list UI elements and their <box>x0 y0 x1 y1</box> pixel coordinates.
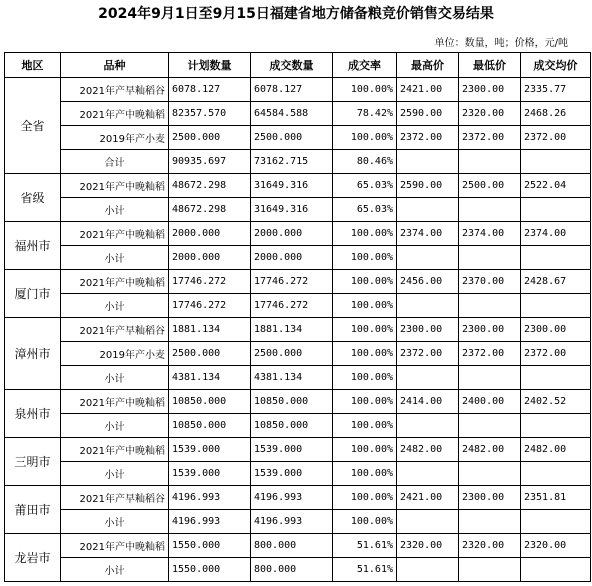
max-price-cell: 2414.00 <box>397 390 459 414</box>
avg-price-cell <box>521 510 591 534</box>
table-body <box>5 78 591 582</box>
table-row <box>5 198 591 222</box>
header-min-price: 最低价 <box>459 53 521 78</box>
variety-cell: 小计 <box>61 462 169 486</box>
header-deal-qty: 成交数量 <box>251 53 333 78</box>
header-avg-price: 成交均价 <box>521 53 591 78</box>
table-row <box>5 270 591 294</box>
plan-qty-cell: 1881.134 <box>169 318 251 342</box>
plan-qty-cell: 2500.000 <box>169 126 251 150</box>
deal-rate-cell: 100.00% <box>333 270 397 294</box>
table-row <box>5 366 591 390</box>
max-price-cell: 2590.00 <box>397 174 459 198</box>
variety-cell: 2021年产早籼稻谷 <box>61 318 169 342</box>
deal-rate-cell: 65.03% <box>333 198 397 222</box>
region-cell: 福州市 <box>5 222 61 270</box>
min-price-cell: 2320.00 <box>459 534 521 558</box>
region-cell: 漳州市 <box>5 318 61 390</box>
min-price-cell: 2300.00 <box>459 486 521 510</box>
avg-price-cell <box>521 366 591 390</box>
min-price-cell <box>459 366 521 390</box>
plan-qty-cell: 10850.000 <box>169 390 251 414</box>
deal-rate-cell: 100.00% <box>333 510 397 534</box>
region-cell: 厦门市 <box>5 270 61 318</box>
variety-cell: 小计 <box>61 198 169 222</box>
max-price-cell <box>397 198 459 222</box>
avg-price-cell <box>521 558 591 582</box>
deal-qty-cell: 31649.316 <box>251 174 333 198</box>
min-price-cell: 2500.00 <box>459 174 521 198</box>
variety-cell: 2021年产早籼稻谷 <box>61 486 169 510</box>
deal-rate-cell: 78.42% <box>333 102 397 126</box>
min-price-cell: 2374.00 <box>459 222 521 246</box>
deal-qty-cell: 10850.000 <box>251 390 333 414</box>
variety-cell: 2021年产中晚籼稻 <box>61 222 169 246</box>
min-price-cell: 2400.00 <box>459 390 521 414</box>
deal-qty-cell: 2000.000 <box>251 246 333 270</box>
min-price-cell: 2372.00 <box>459 126 521 150</box>
deal-rate-cell: 100.00% <box>333 486 397 510</box>
deal-rate-cell: 100.00% <box>333 390 397 414</box>
min-price-cell <box>459 558 521 582</box>
min-price-cell <box>459 510 521 534</box>
plan-qty-cell: 1539.000 <box>169 438 251 462</box>
variety-cell: 2021年产中晚籼稻 <box>61 390 169 414</box>
plan-qty-cell: 17746.272 <box>169 294 251 318</box>
min-price-cell: 2300.00 <box>459 78 521 102</box>
header-variety: 品种 <box>61 53 169 78</box>
deal-rate-cell: 51.61% <box>333 558 397 582</box>
deal-qty-cell: 4381.134 <box>251 366 333 390</box>
plan-qty-cell: 17746.272 <box>169 270 251 294</box>
plan-qty-cell: 48672.298 <box>169 174 251 198</box>
variety-cell: 小计 <box>61 414 169 438</box>
avg-price-cell: 2372.00 <box>521 342 591 366</box>
variety-cell: 小计 <box>61 510 169 534</box>
table-row <box>5 294 591 318</box>
region-cell: 龙岩市 <box>5 534 61 582</box>
variety-cell: 小计 <box>61 246 169 270</box>
min-price-cell <box>459 150 521 174</box>
variety-cell: 2021年产中晚籼稻 <box>61 270 169 294</box>
plan-qty-cell: 2000.000 <box>169 222 251 246</box>
plan-qty-cell: 4381.134 <box>169 366 251 390</box>
avg-price-cell: 2402.52 <box>521 390 591 414</box>
avg-price-cell: 2300.00 <box>521 318 591 342</box>
max-price-cell: 2320.00 <box>397 534 459 558</box>
max-price-cell <box>397 150 459 174</box>
deal-qty-cell: 31649.316 <box>251 198 333 222</box>
deal-qty-cell: 800.000 <box>251 534 333 558</box>
results-table <box>4 52 591 582</box>
deal-rate-cell: 100.00% <box>333 438 397 462</box>
table-row <box>5 558 591 582</box>
deal-rate-cell: 100.00% <box>333 126 397 150</box>
deal-rate-cell: 100.00% <box>333 462 397 486</box>
deal-qty-cell: 1881.134 <box>251 318 333 342</box>
avg-price-cell: 2335.77 <box>521 78 591 102</box>
deal-rate-cell: 65.03% <box>333 174 397 198</box>
header-row <box>5 53 591 78</box>
min-price-cell: 2320.00 <box>459 102 521 126</box>
avg-price-cell <box>521 150 591 174</box>
unit-note: 单位：数量，吨；价格，元/吨 <box>434 38 568 49</box>
deal-rate-cell: 100.00% <box>333 294 397 318</box>
deal-rate-cell: 100.00% <box>333 342 397 366</box>
plan-qty-cell: 2000.000 <box>169 246 251 270</box>
table-row <box>5 246 591 270</box>
max-price-cell <box>397 294 459 318</box>
max-price-cell: 2482.00 <box>397 438 459 462</box>
region-cell: 泉州市 <box>5 390 61 438</box>
avg-price-cell: 2428.67 <box>521 270 591 294</box>
deal-qty-cell: 10850.000 <box>251 414 333 438</box>
plan-qty-cell: 90935.697 <box>169 150 251 174</box>
max-price-cell: 2374.00 <box>397 222 459 246</box>
avg-price-cell: 2482.00 <box>521 438 591 462</box>
variety-cell: 合计 <box>61 150 169 174</box>
max-price-cell: 2372.00 <box>397 342 459 366</box>
plan-qty-cell: 10850.000 <box>169 414 251 438</box>
min-price-cell <box>459 198 521 222</box>
min-price-cell: 2300.00 <box>459 318 521 342</box>
header-max-price: 最高价 <box>397 53 459 78</box>
table-row <box>5 174 591 198</box>
deal-rate-cell: 100.00% <box>333 366 397 390</box>
table-row <box>5 390 591 414</box>
variety-cell: 小计 <box>61 366 169 390</box>
plan-qty-cell: 4196.993 <box>169 486 251 510</box>
plan-qty-cell: 2500.000 <box>169 342 251 366</box>
avg-price-cell <box>521 294 591 318</box>
avg-price-cell: 2351.81 <box>521 486 591 510</box>
variety-cell: 2021年产中晚籼稻 <box>61 174 169 198</box>
deal-qty-cell: 73162.715 <box>251 150 333 174</box>
variety-cell: 小计 <box>61 558 169 582</box>
variety-cell: 2021年产中晚籼稻 <box>61 438 169 462</box>
deal-rate-cell: 100.00% <box>333 318 397 342</box>
variety-cell: 2021年产中晚籼稻 <box>61 102 169 126</box>
max-price-cell: 2300.00 <box>397 318 459 342</box>
header-plan-qty: 计划数量 <box>169 53 251 78</box>
table-row <box>5 222 591 246</box>
table-row <box>5 414 591 438</box>
table-row <box>5 438 591 462</box>
max-price-cell <box>397 558 459 582</box>
table-row <box>5 78 591 102</box>
table-row <box>5 318 591 342</box>
deal-rate-cell: 100.00% <box>333 222 397 246</box>
deal-qty-cell: 2000.000 <box>251 222 333 246</box>
table-row <box>5 510 591 534</box>
avg-price-cell: 2372.00 <box>521 126 591 150</box>
deal-rate-cell: 100.00% <box>333 414 397 438</box>
max-price-cell <box>397 366 459 390</box>
table-row <box>5 150 591 174</box>
deal-qty-cell: 2500.000 <box>251 342 333 366</box>
plan-qty-cell: 4196.993 <box>169 510 251 534</box>
table-row <box>5 462 591 486</box>
avg-price-cell <box>521 198 591 222</box>
min-price-cell <box>459 246 521 270</box>
plan-qty-cell: 48672.298 <box>169 198 251 222</box>
deal-rate-cell: 100.00% <box>333 78 397 102</box>
deal-qty-cell: 1539.000 <box>251 438 333 462</box>
table-row <box>5 534 591 558</box>
deal-qty-cell: 17746.272 <box>251 270 333 294</box>
plan-qty-cell: 1550.000 <box>169 534 251 558</box>
max-price-cell <box>397 510 459 534</box>
table-row <box>5 486 591 510</box>
max-price-cell: 2421.00 <box>397 78 459 102</box>
deal-qty-cell: 64584.588 <box>251 102 333 126</box>
avg-price-cell <box>521 462 591 486</box>
max-price-cell: 2456.00 <box>397 270 459 294</box>
plan-qty-cell: 1550.000 <box>169 558 251 582</box>
deal-rate-cell: 100.00% <box>333 246 397 270</box>
region-cell: 全省 <box>5 78 61 174</box>
min-price-cell <box>459 462 521 486</box>
table-row <box>5 102 591 126</box>
max-price-cell <box>397 246 459 270</box>
min-price-cell: 2370.00 <box>459 270 521 294</box>
region-cell: 三明市 <box>5 438 61 486</box>
max-price-cell: 2372.00 <box>397 126 459 150</box>
page-title: 2024年9月1日至9月15日福建省地方储备粮竞价销售交易结果 <box>98 6 494 22</box>
deal-qty-cell: 6078.127 <box>251 78 333 102</box>
avg-price-cell: 2522.04 <box>521 174 591 198</box>
deal-qty-cell: 1539.000 <box>251 462 333 486</box>
min-price-cell <box>459 294 521 318</box>
variety-cell: 2019年产小麦 <box>61 342 169 366</box>
max-price-cell <box>397 414 459 438</box>
max-price-cell: 2421.00 <box>397 486 459 510</box>
table-row <box>5 126 591 150</box>
plan-qty-cell: 1539.000 <box>169 462 251 486</box>
variety-cell: 小计 <box>61 294 169 318</box>
avg-price-cell: 2468.26 <box>521 102 591 126</box>
deal-qty-cell: 4196.993 <box>251 486 333 510</box>
region-cell: 省级 <box>5 174 61 222</box>
min-price-cell: 2482.00 <box>459 438 521 462</box>
deal-qty-cell: 4196.993 <box>251 510 333 534</box>
region-cell: 莆田市 <box>5 486 61 534</box>
variety-cell: 2021年产中晚籼稻 <box>61 534 169 558</box>
avg-price-cell: 2374.00 <box>521 222 591 246</box>
min-price-cell: 2372.00 <box>459 342 521 366</box>
variety-cell: 2019年产小麦 <box>61 126 169 150</box>
header-region: 地区 <box>5 53 61 78</box>
max-price-cell: 2590.00 <box>397 102 459 126</box>
deal-rate-cell: 51.61% <box>333 534 397 558</box>
deal-qty-cell: 800.000 <box>251 558 333 582</box>
avg-price-cell <box>521 414 591 438</box>
max-price-cell <box>397 462 459 486</box>
min-price-cell <box>459 414 521 438</box>
plan-qty-cell: 82357.570 <box>169 102 251 126</box>
avg-price-cell: 2320.00 <box>521 534 591 558</box>
table-row <box>5 342 591 366</box>
variety-cell: 2021年产早籼稻谷 <box>61 78 169 102</box>
deal-qty-cell: 17746.272 <box>251 294 333 318</box>
avg-price-cell <box>521 246 591 270</box>
plan-qty-cell: 6078.127 <box>169 78 251 102</box>
deal-rate-cell: 80.46% <box>333 150 397 174</box>
header-deal-rate: 成交率 <box>333 53 397 78</box>
deal-qty-cell: 2500.000 <box>251 126 333 150</box>
